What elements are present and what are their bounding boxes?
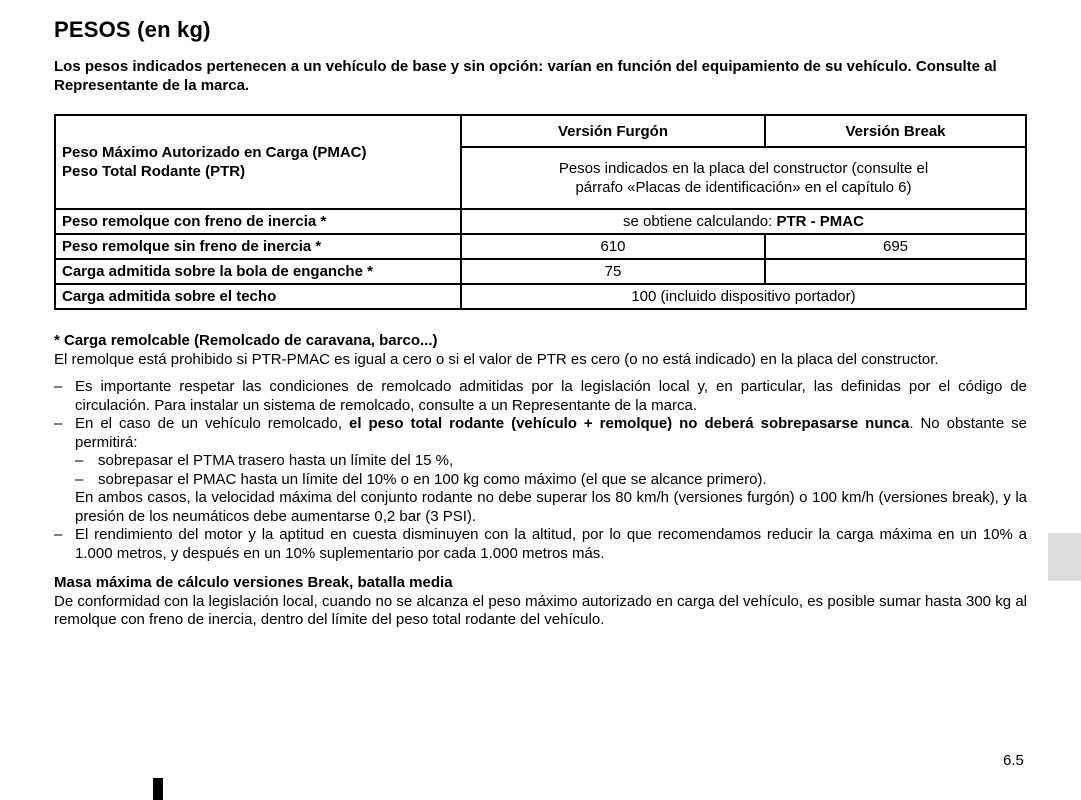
dash-bullet: – — [54, 415, 63, 432]
crop-mark — [153, 778, 163, 800]
list-item-continuation: En ambos casos, la velocidad máxima del conjunto rodante no debe superar los 80 km/h (versiones furgón) o 100 km/h (versiones break), y la presión de los neumáticos debe aumentarse 0,2 bar (3 PSI). — [75, 489, 1027, 525]
table-row — [55, 284, 1026, 309]
row-value — [461, 209, 1026, 234]
mass-text: De conformidad con la legislación local, cuando no se alcanza el peso máximo autorizado en carga del vehículo, es posible sumar hasta 300 kg al remolque con freno de inercia, dentro del límite del peso total rodante del vehículo. — [54, 592, 1027, 628]
list-item — [54, 415, 1027, 452]
pmac-label-cell — [55, 115, 461, 209]
ptr-label: Peso Total Rodante (PTR) — [62, 163, 246, 180]
towable-heading: * Carga remolcable (Remolcado de caravana, barco...) — [54, 332, 438, 349]
sub-list-item-text: sobrepasar el PTMA trasero hasta un límite del 15 %, — [98, 452, 454, 469]
list-item — [54, 526, 1027, 563]
pmac-value-line-2: párrafo «Placas de identificación» en el capítulo 6) — [575, 179, 912, 196]
table-row — [55, 234, 1026, 259]
list-item-text-start: En el caso de un vehículo remolcado, — [75, 415, 349, 432]
table-header-row — [55, 115, 1026, 147]
list-item — [54, 378, 1027, 415]
pmac-label: Peso Máximo Autorizado en Carga (PMAC) — [62, 144, 367, 161]
row-value-break — [765, 259, 1026, 284]
row-value-formula: PTR - PMAC — [776, 213, 864, 230]
page-number: 6.5 — [1003, 752, 1024, 769]
dash-bullet: – — [54, 526, 63, 543]
row-value-break: 695 — [765, 234, 1026, 259]
sub-list-item — [54, 452, 1027, 471]
row-label: Peso remolque sin freno de inercia * — [55, 234, 461, 259]
pmac-value-cell — [461, 147, 1026, 209]
page-title: PESOS (en kg) — [54, 17, 211, 42]
dash-bullet: – — [75, 452, 84, 469]
weights-table — [54, 114, 1027, 310]
row-label: Carga admitida sobre el techo — [55, 284, 461, 309]
dash-bullet: – — [75, 470, 84, 488]
column-header-furgon: Versión Furgón — [461, 115, 765, 147]
dash-bullet: – — [54, 378, 63, 395]
row-value-prefix: se obtiene calculando: — [623, 213, 777, 230]
column-header-break: Versión Break — [765, 115, 1026, 147]
intro-paragraph: Los pesos indicados pertenecen a un vehículo de base y sin opción: varían en función del equipamiento de su vehículo. Consulte al Representante de la marca. — [54, 58, 997, 94]
sub-list-item-text: sobrepasar el PMAC hasta un límite del 10% o en 100 kg como máximo (el que se alcance primero). — [98, 470, 767, 488]
pmac-value-line-1: Pesos indicados en la placa del constructor (consulte el — [558, 160, 929, 177]
mass-heading: Masa máxima de cálculo versiones Break, batalla media — [54, 574, 453, 591]
list-item-text-end: . No obstante se permitirá: — [75, 415, 1027, 451]
towable-text: El remolque está prohibido si PTR-PMAC es igual a cero o si el valor de PTR es cero (o no está indicado) en la placa del constructor. — [54, 350, 939, 368]
notes-section — [54, 332, 1027, 630]
list-item-text: Es importante respetar las condiciones de remolcado admitidas por la legislación local y, en particular, las definidas por el código de circulación. Para instalar un sistema de remolcado, consulte a un Representante de la marca. — [75, 378, 1027, 414]
row-value: 100 (incluido dispositivo portador) — [461, 284, 1026, 309]
section-tab — [1048, 533, 1081, 581]
row-value-furgon: 75 — [461, 259, 765, 284]
table-row — [55, 259, 1026, 284]
sub-list-item — [54, 471, 1027, 490]
row-value-furgon: 610 — [461, 234, 765, 259]
row-label: Peso remolque con freno de inercia * — [55, 209, 461, 234]
table-row — [55, 209, 1026, 234]
list-item-text-bold: el peso total rodante (vehículo + remolque) no deberá sobrepasarse nunca — [349, 415, 910, 432]
row-label: Carga admitida sobre la bola de enganche * — [55, 259, 461, 284]
list-item-text: El rendimiento del motor y la aptitud en cuesta disminuyen con la altitud, por lo que recomendamos reducir la carga máxima en un 10% a 1.000 metros, y después en un 10% suplementario por cada 1.000 metros más. — [75, 526, 1027, 562]
